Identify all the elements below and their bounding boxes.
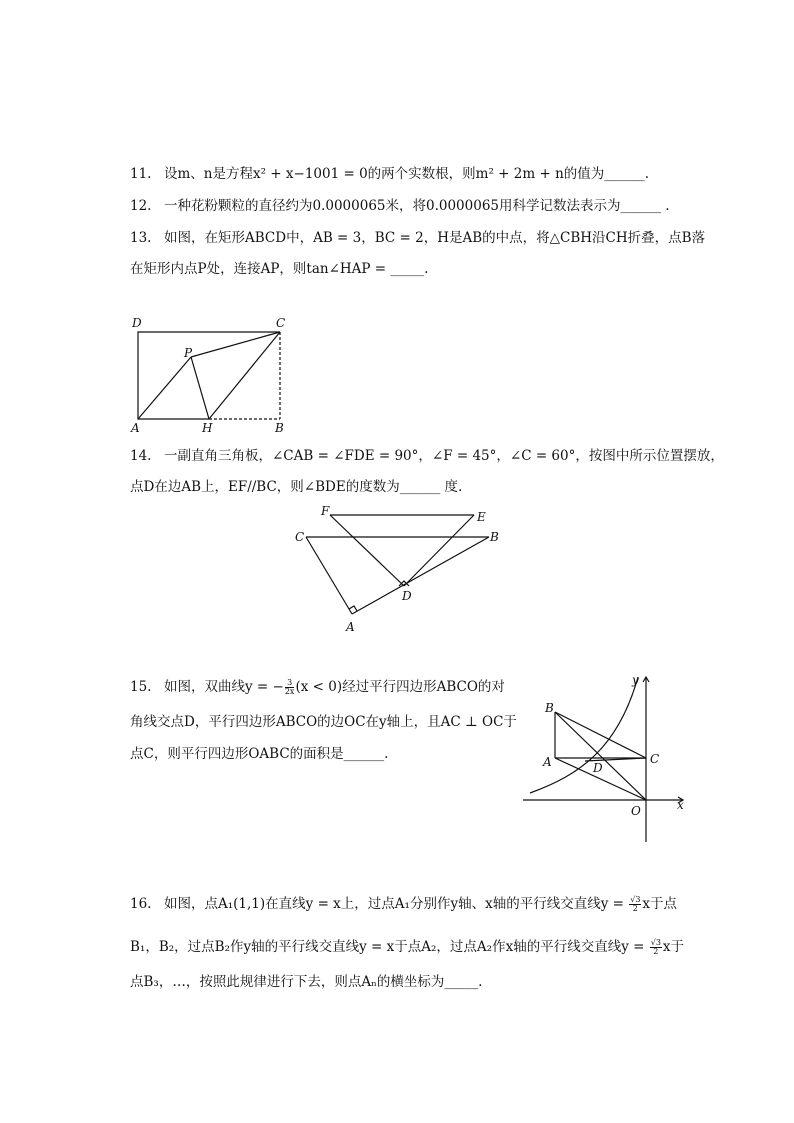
- label-H: H: [202, 421, 213, 435]
- label-B: B: [275, 421, 284, 435]
- question-text: 在矩形内点P处，连接AP，则tan∠HAP = _____.: [130, 261, 429, 277]
- question-text: x于点: [642, 896, 678, 912]
- question-text: (x < 0)经过平行四边形ABCO的对: [295, 679, 505, 695]
- fraction: $\frac{√3}{2}$: [630, 895, 641, 913]
- question-16-cont: [130, 938, 684, 956]
- label-A: A: [346, 620, 355, 634]
- question-text: 点B₃，…，按照此规律进行下去，则点Aₙ的横坐标为_____.: [130, 974, 483, 990]
- label-B: B: [490, 530, 499, 544]
- question-text: 如图，在矩形ABCD中，AB = 3，BC = 2，H是AB的中点，将△CBH沿CH折叠，点B落: [164, 230, 706, 246]
- label-D: D: [132, 316, 142, 330]
- question-16-cont2: [130, 973, 482, 991]
- question-text: B₁，B₂，过点B₂作y轴的平行线交直线y = x于点A₂，过点A₂作x轴的平行线交直线y =: [130, 939, 649, 955]
- question-number: 12.: [130, 198, 152, 214]
- question-16: [130, 895, 677, 913]
- label-P: P: [184, 346, 193, 360]
- question-text: 一副直角三角板，∠CAB = ∠FDE = 90°，∠F = 45°，∠C = 60°，按图中所示位置摆放，: [164, 448, 724, 464]
- label-A: A: [543, 755, 552, 769]
- question-text: 如图，点A₁(1,1)在直线y = x上，过点A₁分别作y轴、x轴的平行线交直线y =: [164, 896, 629, 912]
- label-x: x: [677, 798, 684, 812]
- question-number: 13.: [130, 230, 152, 246]
- label-C: C: [276, 316, 286, 330]
- question-number: 14.: [130, 448, 152, 464]
- label-O: O: [631, 804, 641, 818]
- label-C: C: [295, 530, 305, 544]
- question-text: 点C，则平行四边形OABC的面积是______.: [130, 746, 389, 762]
- label-D: D: [593, 761, 603, 775]
- question-text: 如图，双曲线y = −: [164, 679, 284, 695]
- label-B: B: [545, 701, 554, 715]
- question-number: 16.: [130, 896, 152, 912]
- fraction: $\frac{√3}{2}$: [650, 938, 661, 956]
- question-text: 一种花粉颗粒的直径约为0.0000065米，将0.0000065用科学记数法表示为______ .: [164, 198, 670, 214]
- label-F: F: [321, 504, 330, 518]
- label-A: A: [131, 421, 140, 435]
- question-number: 11.: [130, 166, 152, 182]
- fraction: $\frac{3}{2x}$: [284, 678, 295, 696]
- label-D: D: [402, 589, 412, 603]
- question-text: 角线交点D，平行四边形ABCO的边OC在y轴上，且AC ⊥ OC于: [130, 714, 517, 730]
- label-y: y: [632, 673, 639, 687]
- question-text: x于: [662, 939, 685, 955]
- question-number: 15.: [130, 679, 152, 695]
- label-C: C: [650, 752, 660, 766]
- question-text: 点D在边AB上，EF//BC，则∠BDE的度数为______ 度.: [130, 479, 463, 495]
- question-text: 设m、n是方程x² + x−1001 = 0的两个实数根，则m² + 2m + n的值为______.: [164, 166, 650, 182]
- label-E: E: [477, 510, 486, 524]
